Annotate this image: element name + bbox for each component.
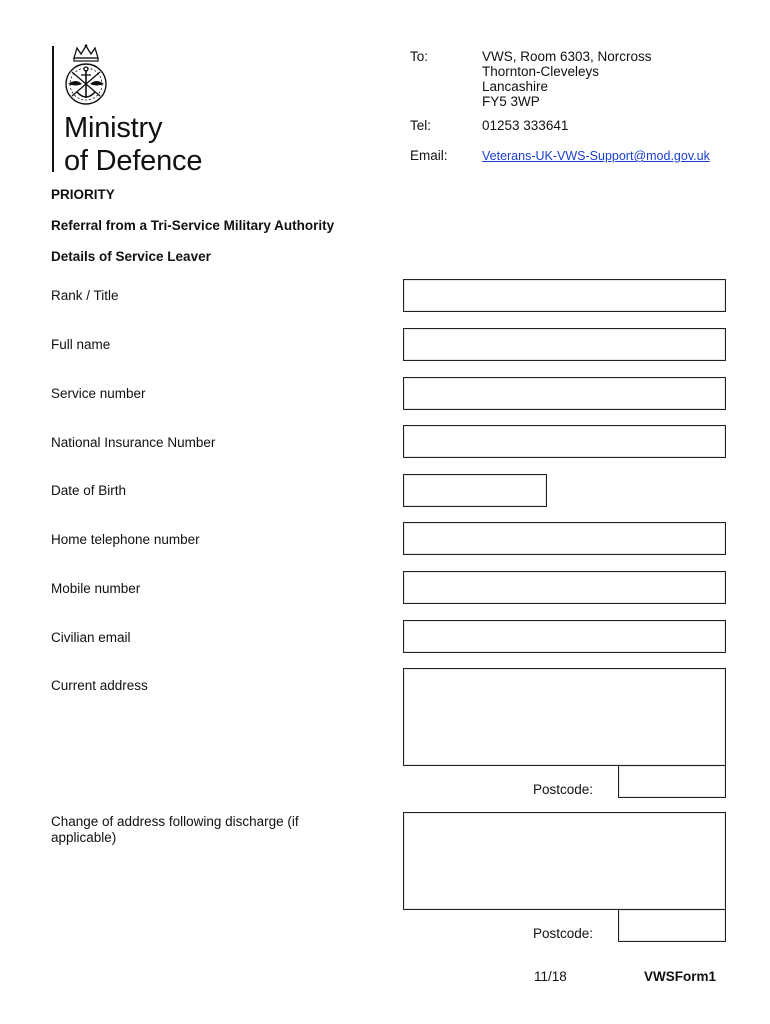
rank-label: Rank / Title <box>51 288 119 303</box>
change-address-field[interactable] <box>403 812 726 910</box>
change-postcode-field[interactable] <box>618 909 726 942</box>
logo-line-2: of Defence <box>64 145 203 177</box>
ni-number-label: National Insurance Number <box>51 435 216 450</box>
dob-field[interactable] <box>403 474 547 507</box>
rank-field[interactable] <box>403 279 726 312</box>
mobile-field[interactable] <box>403 571 726 604</box>
referral-heading: Referral from a Tri-Service Military Authority <box>51 218 335 233</box>
tel-label: Tel: <box>410 118 432 133</box>
change-address-label-line-1: Change of address following discharge (if <box>51 814 299 829</box>
full-name-field[interactable] <box>403 328 726 361</box>
civilian-email-field[interactable] <box>403 620 726 653</box>
civilian-email-label: Civilian email <box>51 630 131 645</box>
full-name-label: Full name <box>51 337 111 352</box>
to-address <box>482 49 652 109</box>
address-line-2: Thornton-Cleveleys <box>482 64 600 79</box>
current-address-label: Current address <box>51 678 148 693</box>
email-label: Email: <box>410 148 448 163</box>
service-number-field[interactable] <box>403 377 726 410</box>
home-phone-field[interactable] <box>403 522 726 555</box>
home-phone-label: Home telephone number <box>51 532 200 547</box>
dob-label: Date of Birth <box>51 483 127 498</box>
ni-number-field[interactable] <box>403 425 726 458</box>
address-line-1: VWS, Room 6303, Norcross <box>482 49 652 64</box>
logo-divider <box>52 46 54 172</box>
service-number-label: Service number <box>51 386 146 401</box>
mobile-label: Mobile number <box>51 581 141 596</box>
priority-heading: PRIORITY <box>51 187 115 202</box>
current-postcode-label: Postcode: <box>533 782 594 797</box>
change-address-label <box>51 814 299 846</box>
address-line-4: FY5 3WP <box>482 94 540 109</box>
logo-wordmark <box>64 112 202 178</box>
form-code: VWSForm1 <box>644 969 717 984</box>
form-date: 11/18 <box>534 969 567 984</box>
mod-crest-icon <box>60 44 112 110</box>
current-address-field[interactable] <box>403 668 726 766</box>
support-email-link[interactable]: Veterans-UK-VWS-Support@mod.gov.uk <box>482 149 710 163</box>
details-heading: Details of Service Leaver <box>51 249 211 264</box>
change-postcode-label: Postcode: <box>533 926 594 941</box>
current-postcode-field[interactable] <box>618 765 726 798</box>
address-line-3: Lancashire <box>482 79 549 94</box>
change-address-label-line-2: applicable) <box>51 830 117 845</box>
to-label: To: <box>410 49 429 64</box>
tel-value: 01253 333641 <box>482 118 569 133</box>
logo-line-1: Ministry <box>64 112 163 144</box>
